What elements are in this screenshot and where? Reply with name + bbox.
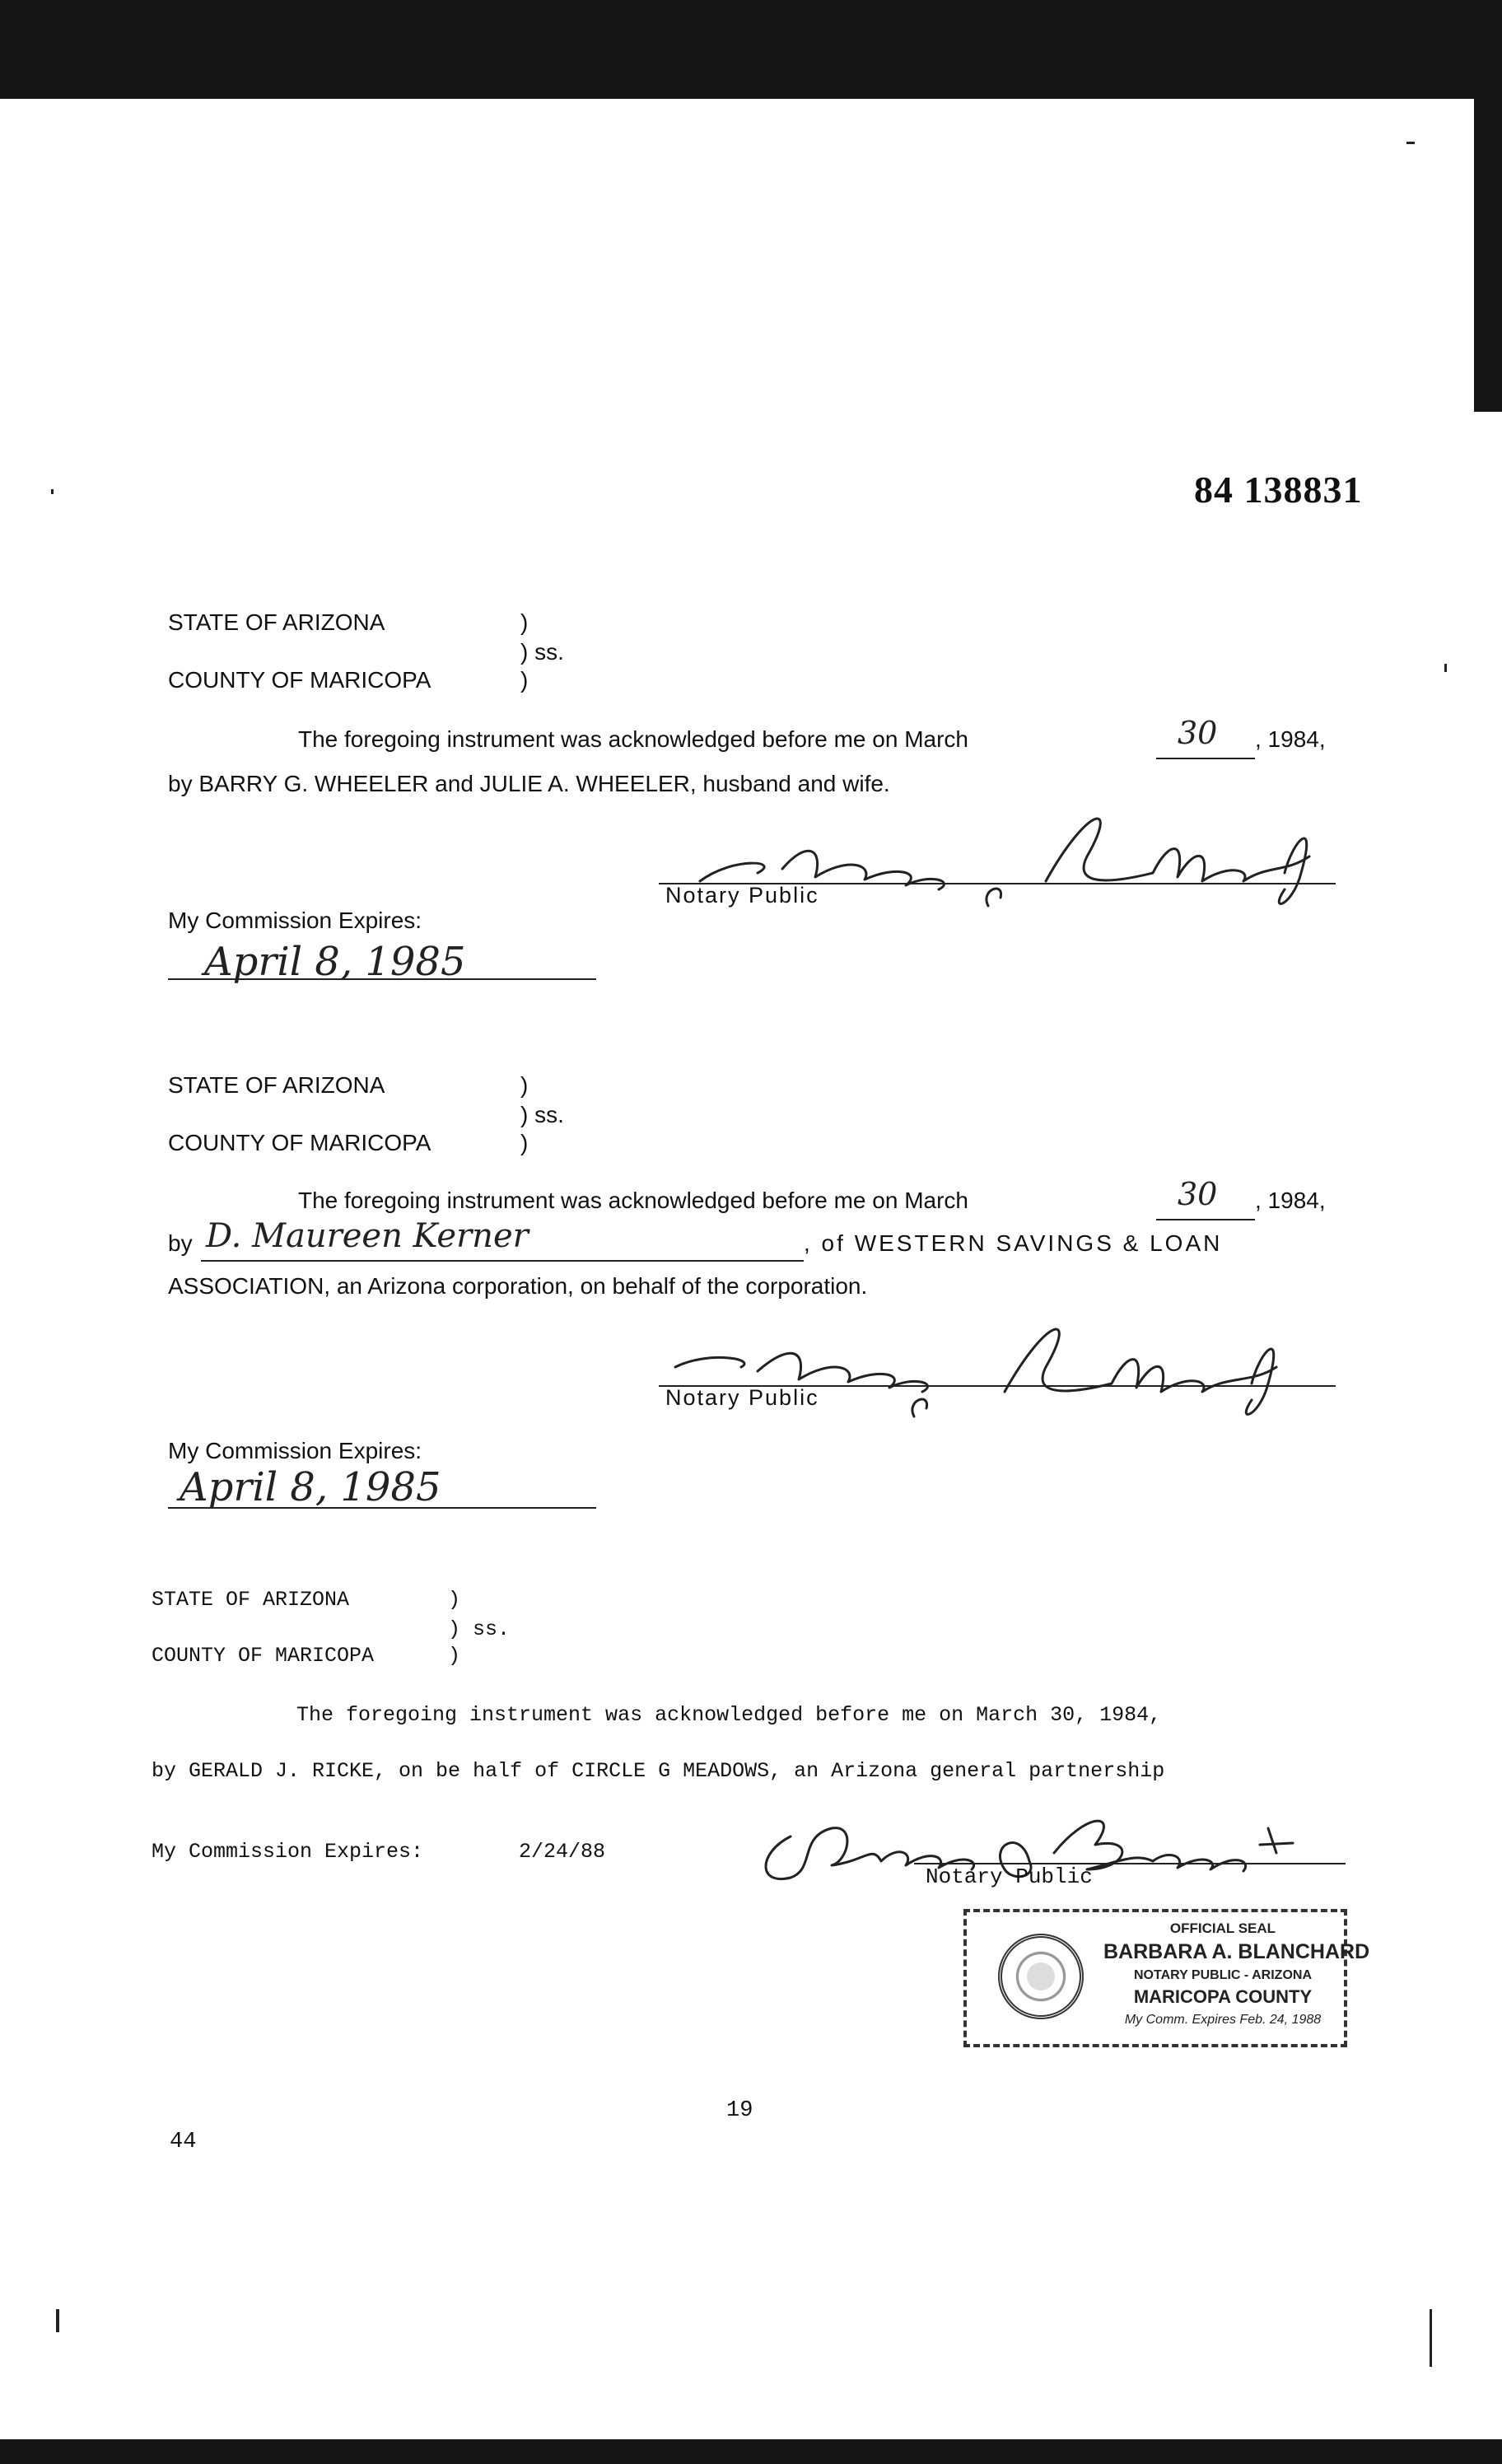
commission-expires-value: 2/24/88 — [519, 1840, 606, 1864]
county-label: COUNTY OF MARICOPA — [168, 1130, 431, 1155]
bracket: ) — [520, 1072, 529, 1098]
year-text: , 1984, — [1255, 1188, 1326, 1213]
county-label: COUNTY OF MARICOPA — [152, 1644, 375, 1668]
name-line — [201, 1260, 804, 1262]
handwritten-day: 30 — [1178, 1176, 1218, 1212]
notary-public-label: Notary Public — [665, 883, 819, 908]
page-number: 19 — [726, 2098, 753, 2123]
by-label: by — [168, 1230, 193, 1256]
ss-mark: ) ss. — [520, 1102, 564, 1127]
signers-line: by BARRY G. WHEELER and JULIE A. WHEELER, husband and wife. — [168, 771, 890, 796]
organization-text: , of WESTERN SAVINGS & LOAN — [804, 1230, 1223, 1256]
commission-expires-label: My Commission Expires: — [168, 1438, 422, 1463]
seal-notary-name: BARBARA A. BLANCHARD — [1103, 1940, 1370, 1963]
acknowledgment-sentence: The foregoing instrument was acknowledged before me on March 30, 1984, — [296, 1703, 1162, 1727]
acknowledgment-sentence: The foregoing instrument was acknowledged before me on March — [298, 726, 968, 752]
handwritten-day: 30 — [1178, 715, 1218, 751]
commission-expires-label: My Commission Expires: — [168, 908, 422, 933]
bracket: ) — [448, 1644, 461, 1668]
scan-speck — [1444, 664, 1447, 672]
state-seal-emblem — [998, 1934, 1084, 2019]
document-number: 84 138831 — [1194, 469, 1363, 511]
association-line: ASSOCIATION, an Arizona corporation, on behalf of the corporation. — [168, 1273, 868, 1299]
scan-speck — [1430, 2309, 1432, 2367]
notary-signature — [642, 1301, 1350, 1433]
seal-title: OFFICIAL SEAL — [1169, 1920, 1276, 1936]
bracket: ) — [520, 1130, 529, 1155]
year-text: , 1984, — [1255, 726, 1326, 752]
scan-border-right — [1474, 0, 1502, 412]
handwritten-commission-date: April 8, 1985 — [204, 939, 466, 985]
ss-mark: ) ss. — [520, 639, 564, 665]
scan-speck — [1406, 142, 1415, 144]
seal-role: NOTARY PUBLIC - ARIZONA — [1134, 1968, 1312, 1982]
bracket: ) — [448, 1588, 461, 1612]
scan-border-top — [0, 0, 1502, 99]
bracket: ) — [520, 667, 529, 693]
handwritten-commission-date: April 8, 1985 — [180, 1464, 441, 1510]
blank-line — [1156, 758, 1255, 759]
notary-seal-stamp — [963, 1909, 1370, 2047]
scan-border-bottom — [0, 2439, 1502, 2464]
scan-speck — [56, 2309, 59, 2332]
scan-speck — [51, 489, 54, 494]
signers-line: by GERALD J. RICKE, on be half of CIRCLE G MEADOWS, an Arizona general partnership — [152, 1759, 1165, 1783]
seal-county: MARICOPA COUNTY — [1133, 1986, 1313, 2007]
commission-line — [168, 978, 596, 980]
commission-line — [168, 1507, 596, 1509]
ss-mark: ) ss. — [448, 1617, 511, 1641]
commission-expires-label: My Commission Expires: — [152, 1840, 424, 1864]
notary-public-label: Notary Public — [665, 1385, 819, 1410]
state-label: STATE OF ARIZONA — [168, 609, 385, 635]
state-label: STATE OF ARIZONA — [152, 1588, 350, 1612]
blank-line — [1156, 1219, 1255, 1220]
handwritten-signer-name: D. Maureen Kerner — [206, 1217, 529, 1255]
acknowledgment-sentence: The foregoing instrument was acknowledged before me on March — [298, 1188, 968, 1213]
county-label: COUNTY OF MARICOPA — [168, 667, 431, 693]
footer-code: 44 — [170, 2130, 197, 2154]
state-label: STATE OF ARIZONA — [168, 1072, 385, 1098]
notary-public-label: Notary Public — [926, 1864, 1093, 1889]
bracket: ) — [520, 609, 529, 635]
seal-expiration: My Comm. Expires Feb. 24, 1988 — [1124, 2013, 1322, 2027]
